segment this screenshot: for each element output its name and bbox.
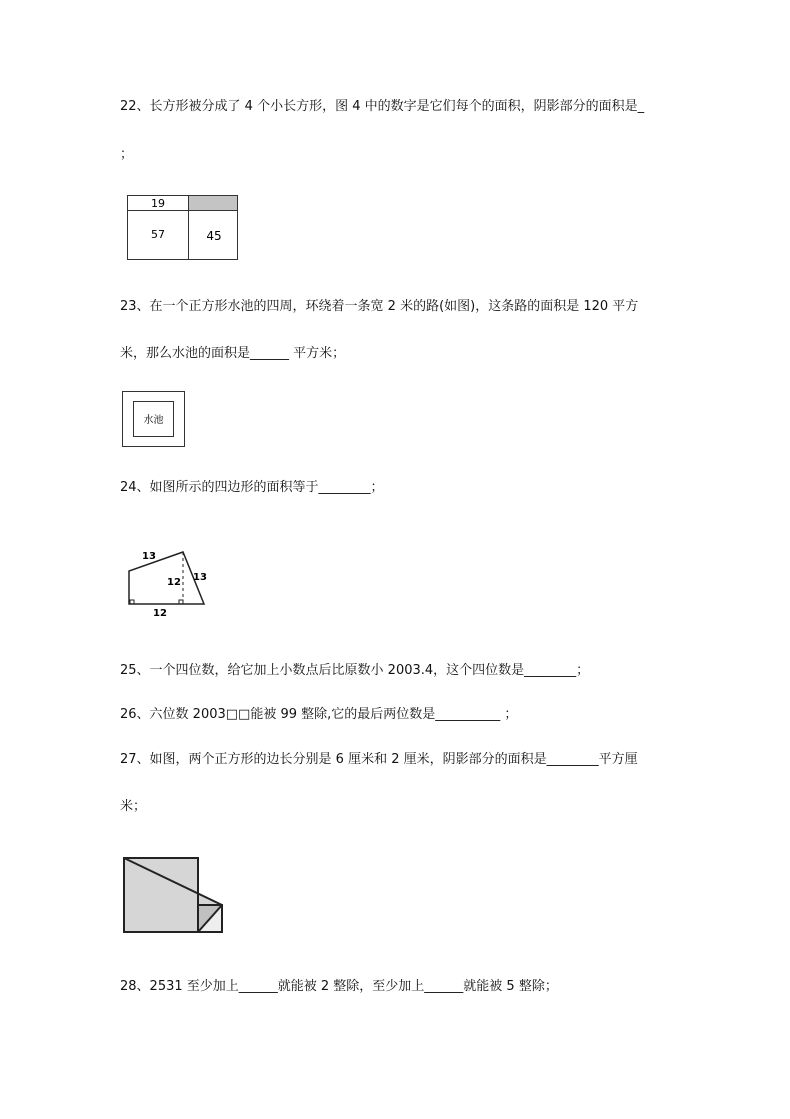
area-label-bottom-right: 45	[206, 229, 222, 243]
q22-rectangle-figure	[124, 192, 242, 264]
q23-line2: 米，那么水池的面积是______ 平方米；	[120, 346, 346, 361]
q27-squares-figure	[121, 855, 225, 937]
q24-quadrilateral-figure	[122, 545, 214, 619]
q22-line1: 22、长方形被分成了 4 个小长方形，图 4 中的数字是它们每个的面积，阴影部分的面积是_	[120, 99, 645, 114]
area-label-bottom-left: 57	[151, 228, 165, 241]
q24-line1: 24、如图所示的四边形的面积等于________；	[120, 480, 384, 495]
area-label-top-left: 19	[151, 197, 165, 210]
label-top-side: 13	[142, 551, 156, 562]
q27-line1: 27、如图，两个正方形的边长分别是 6 厘米和 2 厘米，阴影部分的面积是________平方厘	[120, 752, 638, 767]
q23-pool-figure	[119, 388, 189, 450]
label-height: 12	[167, 577, 181, 588]
label-slant-side: 13	[193, 572, 207, 583]
q28-line1: 28、2531 至少加上______就能被 2 整除，至少加上______就能被 5 整除；	[120, 979, 558, 994]
q25-line1: 25、一个四位数，给它加上小数点后比原数小 2003.4，这个四位数是________；	[120, 663, 590, 678]
q27-line2: 米；	[120, 799, 147, 814]
shaded-rectangle	[188, 196, 237, 210]
q22-line2: ；	[120, 147, 134, 162]
q23-line1: 23、在一个正方形水池的四周，环绕着一条宽 2 米的路(如图)，这条路的面积是 120 平方	[120, 299, 639, 314]
pool-label: 水池	[143, 415, 164, 426]
label-bottom-side: 12	[153, 608, 167, 619]
q26-line1: 26、六位数 2003□□能被 99 整除,它的最后两位数是__________ ；	[120, 707, 518, 722]
